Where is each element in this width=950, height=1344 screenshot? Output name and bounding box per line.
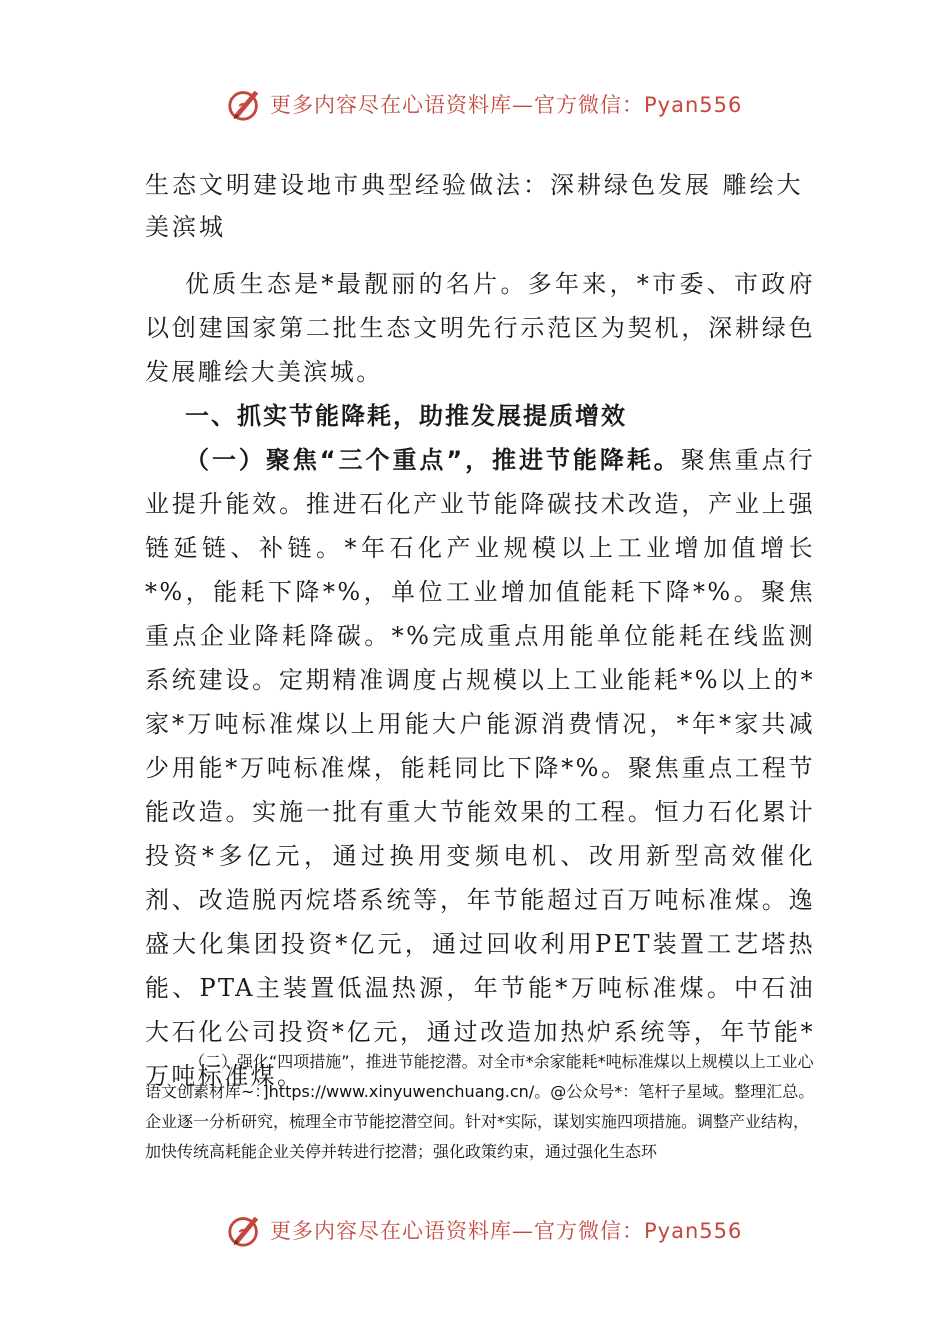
subsection-2-paragraph: （二）强化“四项措施”，推进节能挖潜。对全市*余家能耗*吨标准煤以上规模以上工业心语文创素材库~：]https://www.xinyuwenchuang.cn/。@公众号*：笔杆子星域。整理汇总。企业逐一分析研究，梳理全市节能挖潜空间。针对*实际，谋划实施四项措施。调整产业结构，加快传统高耗能企业关停并转进行挖潜；强化政策约束，通过强化生态环 [145, 1052, 815, 1161]
banner-label: 更多内容尽在心语资料库—官方微信：Pyan556 [270, 93, 743, 117]
intro-paragraph: 优质生态是*最靓丽的名片。多年来，*市委、市政府以创建国家第二批生态文明先行示范区为契机，深耕绿色发展雕绘大美滨城。 [145, 270, 815, 386]
pen-logo-icon [226, 85, 264, 123]
subsection-body: 聚焦重点行业提升能效。推进石化产业节能降碳技术改造，产业上强链延链、补链。*年石化产业规模以上工业增加值增长*%，能耗下降*%，单位工业增加值能耗下降*%。聚焦重点企业降耗降碳。*%完成重点用能单位能耗在线监测系统建设。定期精准调度占规模以上工业能耗*%以上的*家*万吨标准煤以上用能大户能源消费情况，*年*家共减少用能*万吨标准煤，能耗同比下降*%。聚焦重点工程节能改造。实施一批有重大节能效果的工程。恒力石化累计投资*多亿元，通过换用变频电机、改用新型高效催化剂、改造脱丙烷塔系统等，年节能超过百万吨标准煤。逸盛大化集团投资*亿元，通过回收利用PET装置工艺塔热能、PTA主装置低温热源，年节能*万吨标准煤。中石油大石化公司投资*亿元，通过改造加热炉系统等，年节能*万吨标准煤。 [145, 446, 815, 1090]
header-banner [226, 82, 746, 126]
pen-logo-icon [226, 1211, 264, 1249]
subsection-paragraph [145, 438, 815, 1098]
footer-banner [226, 1208, 746, 1252]
section-heading: 一、抓实节能降耗，助推发展提质增效 [185, 402, 627, 430]
banner-label: 更多内容尽在心语资料库—官方微信：Pyan556 [270, 1219, 743, 1243]
subsection-heading: （一）聚焦“三个重点”，推进节能降耗。 [185, 446, 681, 474]
document-title: 生态文明建设地市典型经验做法：深耕绿色发展 雕绘大美滨城 [145, 171, 804, 241]
wechat-id: Pyan556 [644, 93, 743, 117]
wechat-id: Pyan556 [644, 1219, 743, 1243]
